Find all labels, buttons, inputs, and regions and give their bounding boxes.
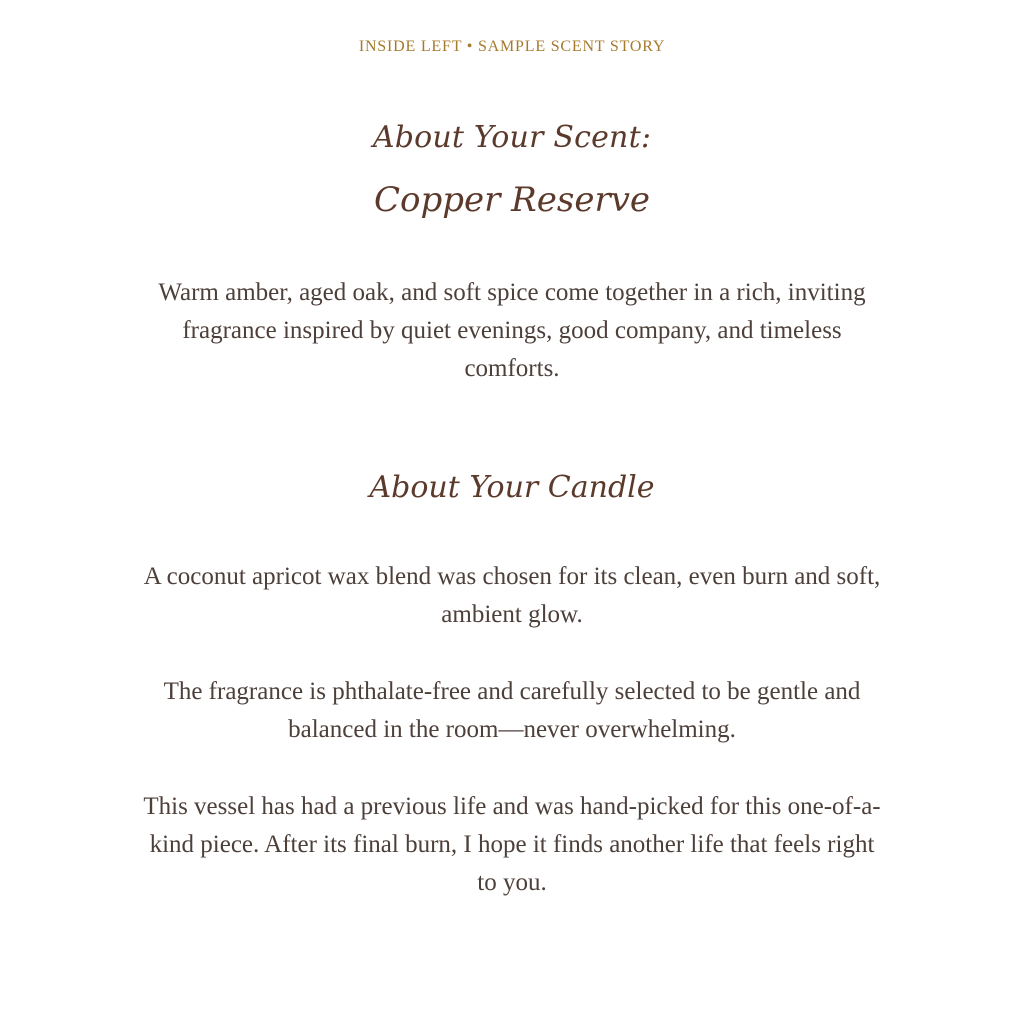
candle-paragraph-fragrance: The fragrance is phthalate-free and carefully selected to be gentle and balanced in the room—never overwhelming.: [163, 678, 861, 743]
scent-name: Copper Reserve: [373, 180, 651, 220]
candle-paragraph-wax: A coconut apricot wax blend was chosen for its clean, even burn and soft, ambient glow.: [143, 563, 881, 628]
scent-heading: About Your Scent:: [372, 120, 652, 155]
candle-paragraph-vessel: This vessel has had a previous life and was hand-picked for this one-of-a-kind piece. After its final burn, I hope it finds another life that feels right to you.: [143, 793, 881, 896]
candle-heading: About Your Candle: [369, 470, 655, 505]
scent-description: Warm amber, aged oak, and soft spice come together in a rich, inviting fragrance inspired by quiet evenings, good company, and timeless comforts.: [158, 279, 866, 382]
page-eyebrow: INSIDE LEFT • SAMPLE SCENT STORY: [358, 38, 666, 55]
